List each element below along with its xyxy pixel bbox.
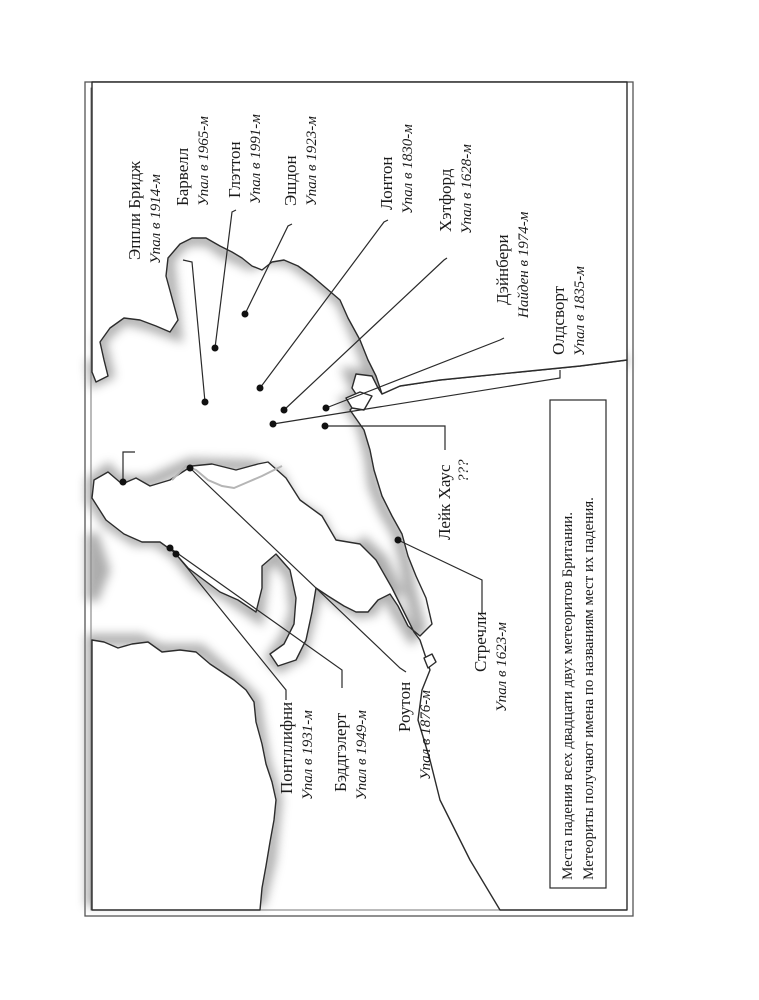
point-lonton <box>257 385 264 392</box>
label-lake-house-name: Лейк Хаус <box>435 464 454 540</box>
caption-frame <box>550 400 606 888</box>
label-pontllyfni-date: Упал в 1931-м <box>300 710 316 800</box>
point-ashdon <box>242 311 249 318</box>
point-hatford <box>281 407 288 414</box>
point-beddgelert <box>167 545 174 552</box>
label-glatton-date: Упал в 1991-м <box>248 114 264 204</box>
label-barvell-name: Барвелл <box>173 147 192 206</box>
label-pontllyfni <box>277 702 316 800</box>
label-strechli-date: Упал в 1623-м <box>494 622 510 712</box>
label-eppli-name: Эппли Бридж <box>125 160 144 260</box>
point-routon <box>187 465 194 472</box>
label-ashdon-date: Упал в 1923-м <box>304 116 320 206</box>
landmass-west <box>92 640 276 910</box>
label-lake-house-date: ??? <box>456 459 472 482</box>
label-lonton-date: Упал в 1830-м <box>400 124 416 214</box>
caption-line-2: Метеориты получают имена по названиям мест их падения. <box>581 497 597 880</box>
label-beddgelert-name: Бэддгэлерт <box>331 712 350 792</box>
caption-box <box>550 400 606 888</box>
point-lake-house <box>322 423 329 430</box>
label-routon-name: Роутон <box>395 681 414 732</box>
label-beddgelert <box>331 710 370 800</box>
label-eppli-date: Упал в 1914-м <box>148 174 164 264</box>
label-danbury-name: Дэйнбери <box>493 234 512 305</box>
label-pontllyfni-name: Понтллифни <box>277 701 296 794</box>
point-aldsworth <box>270 421 277 428</box>
point-glatton <box>212 345 219 352</box>
label-aldsworth-date: Упал в 1835-м <box>572 266 588 356</box>
label-routon-date: Упал в 1876-м <box>418 690 434 780</box>
point-pontllyfni <box>173 551 180 558</box>
label-ashdon-name: Эшдон <box>281 155 300 206</box>
label-hatford-date: Упал в 1628-м <box>459 144 475 234</box>
label-strechli-name: Стречли <box>471 611 490 672</box>
label-danbury-date: Найден в 1974-м <box>516 211 532 318</box>
label-glatton-name: Глэттон <box>225 141 244 198</box>
label-beddgelert-date: Упал в 1949-м <box>354 710 370 800</box>
label-hatford-name: Хэтфорд <box>436 168 455 232</box>
caption-line-1: Места падения всех двадцати двух метеоритов Британии. <box>560 511 576 880</box>
point-barvell <box>202 399 209 406</box>
label-routon <box>395 682 434 780</box>
label-lonton-name: Лонтон <box>377 156 396 210</box>
point-eppli <box>120 479 127 486</box>
point-danbury <box>323 405 330 412</box>
label-aldsworth-name: Олдсворт <box>549 285 568 355</box>
label-barvell-date: Упал в 1965-м <box>196 116 212 206</box>
point-strechli <box>395 537 402 544</box>
